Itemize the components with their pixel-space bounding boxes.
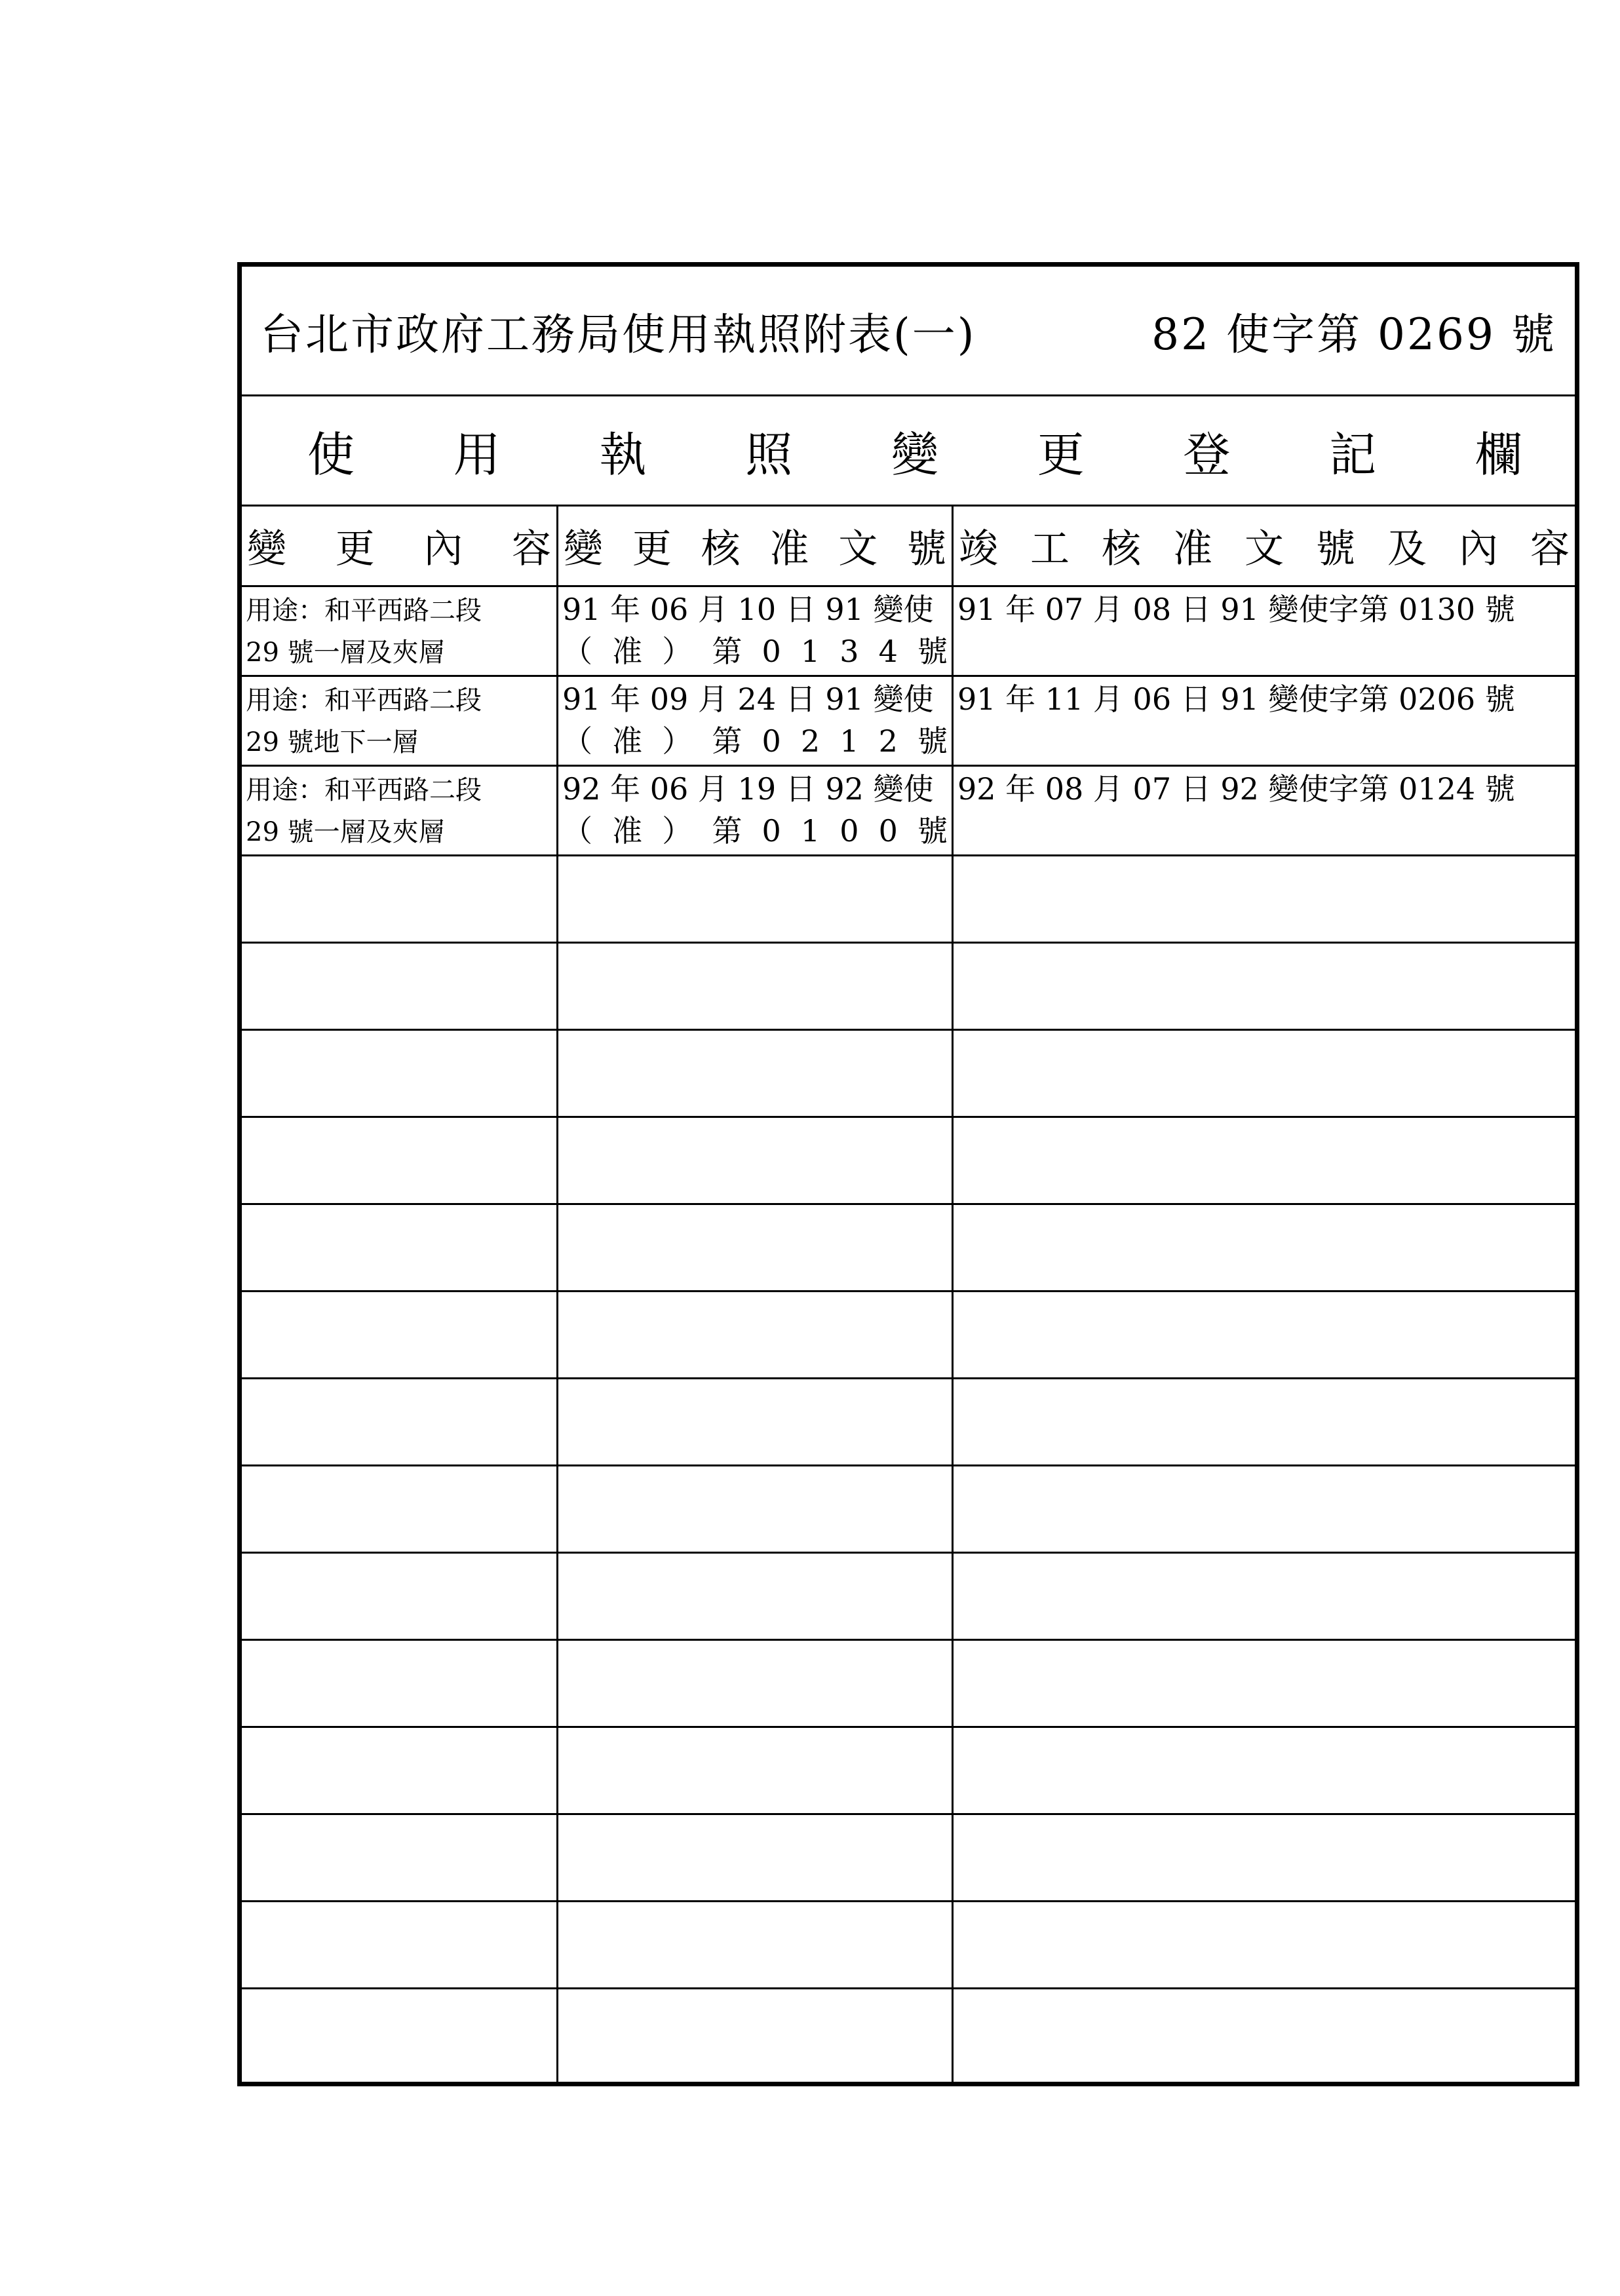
row-divider bbox=[242, 1639, 1575, 1641]
row-divider bbox=[242, 1377, 1575, 1379]
section-title-char: 變 bbox=[891, 427, 938, 482]
section-title-char: 欄 bbox=[1475, 427, 1522, 482]
row-divider bbox=[242, 854, 1575, 856]
header-change-approval-number: 變 更 核 准 文 號 bbox=[564, 526, 946, 572]
row-divider bbox=[242, 1900, 1575, 1902]
row-divider bbox=[242, 1552, 1575, 1554]
section-title-char: 用 bbox=[453, 427, 501, 482]
header-change-content: 變 更 內 容 bbox=[247, 526, 551, 572]
row-divider bbox=[242, 1987, 1575, 1989]
section-title-char: 記 bbox=[1329, 427, 1377, 482]
table-row-2-content: 用途：和平西路二段 29 號地下一層 bbox=[246, 685, 482, 757]
table-row-2-approval: 91 年 09 月 24 日 91 變使 （ 准 ） 第 0 2 1 2 號 bbox=[562, 681, 948, 759]
section-title-char: 照 bbox=[745, 427, 793, 482]
document-title bbox=[242, 267, 1575, 396]
table-row-1-content: 用途：和平西路二段 29 號一層及夾層 bbox=[246, 596, 482, 668]
section-title-char: 登 bbox=[1183, 427, 1231, 482]
row-divider bbox=[242, 942, 1575, 944]
header-completion-approval: 竣 工 核 准 文 號 及 內 容 bbox=[959, 526, 1570, 572]
row-divider bbox=[242, 1726, 1575, 1728]
row-divider bbox=[242, 1464, 1575, 1466]
row-divider bbox=[242, 1029, 1575, 1031]
row-divider bbox=[242, 1290, 1575, 1292]
license-appendix-table bbox=[237, 262, 1579, 2086]
table-row-1-approval: 91 年 06 月 10 日 91 變使 （ 准 ） 第 0 1 3 4 號 bbox=[562, 592, 948, 669]
table-row-1-completion: 91 年 07 月 08 日 91 變使字第 0130 號 bbox=[957, 592, 1515, 627]
table-row-3-completion: 92 年 08 月 07 日 92 變使字第 0124 號 bbox=[957, 771, 1515, 807]
table-row-3-approval: 92 年 06 月 19 日 92 變使 （ 准 ） 第 0 1 0 0 號 bbox=[562, 771, 948, 849]
title-license-number: 82 使字第 0269 號 bbox=[1151, 309, 1556, 360]
change-record-grid bbox=[242, 507, 1575, 2082]
section-title-char: 更 bbox=[1037, 427, 1085, 482]
row-divider bbox=[242, 1116, 1575, 1118]
section-title-char: 執 bbox=[599, 427, 647, 482]
section-title-char: 使 bbox=[307, 427, 355, 482]
table-row-2-completion: 91 年 11 月 06 日 91 變使字第 0206 號 bbox=[957, 681, 1515, 717]
title-agency: 台北市政府工務局使用執照附表(一) bbox=[260, 309, 976, 360]
row-divider bbox=[242, 1813, 1575, 1815]
section-title bbox=[242, 396, 1575, 507]
row-divider bbox=[242, 1203, 1575, 1205]
table-row-3-content: 用途：和平西路二段 29 號一層及夾層 bbox=[246, 775, 482, 847]
